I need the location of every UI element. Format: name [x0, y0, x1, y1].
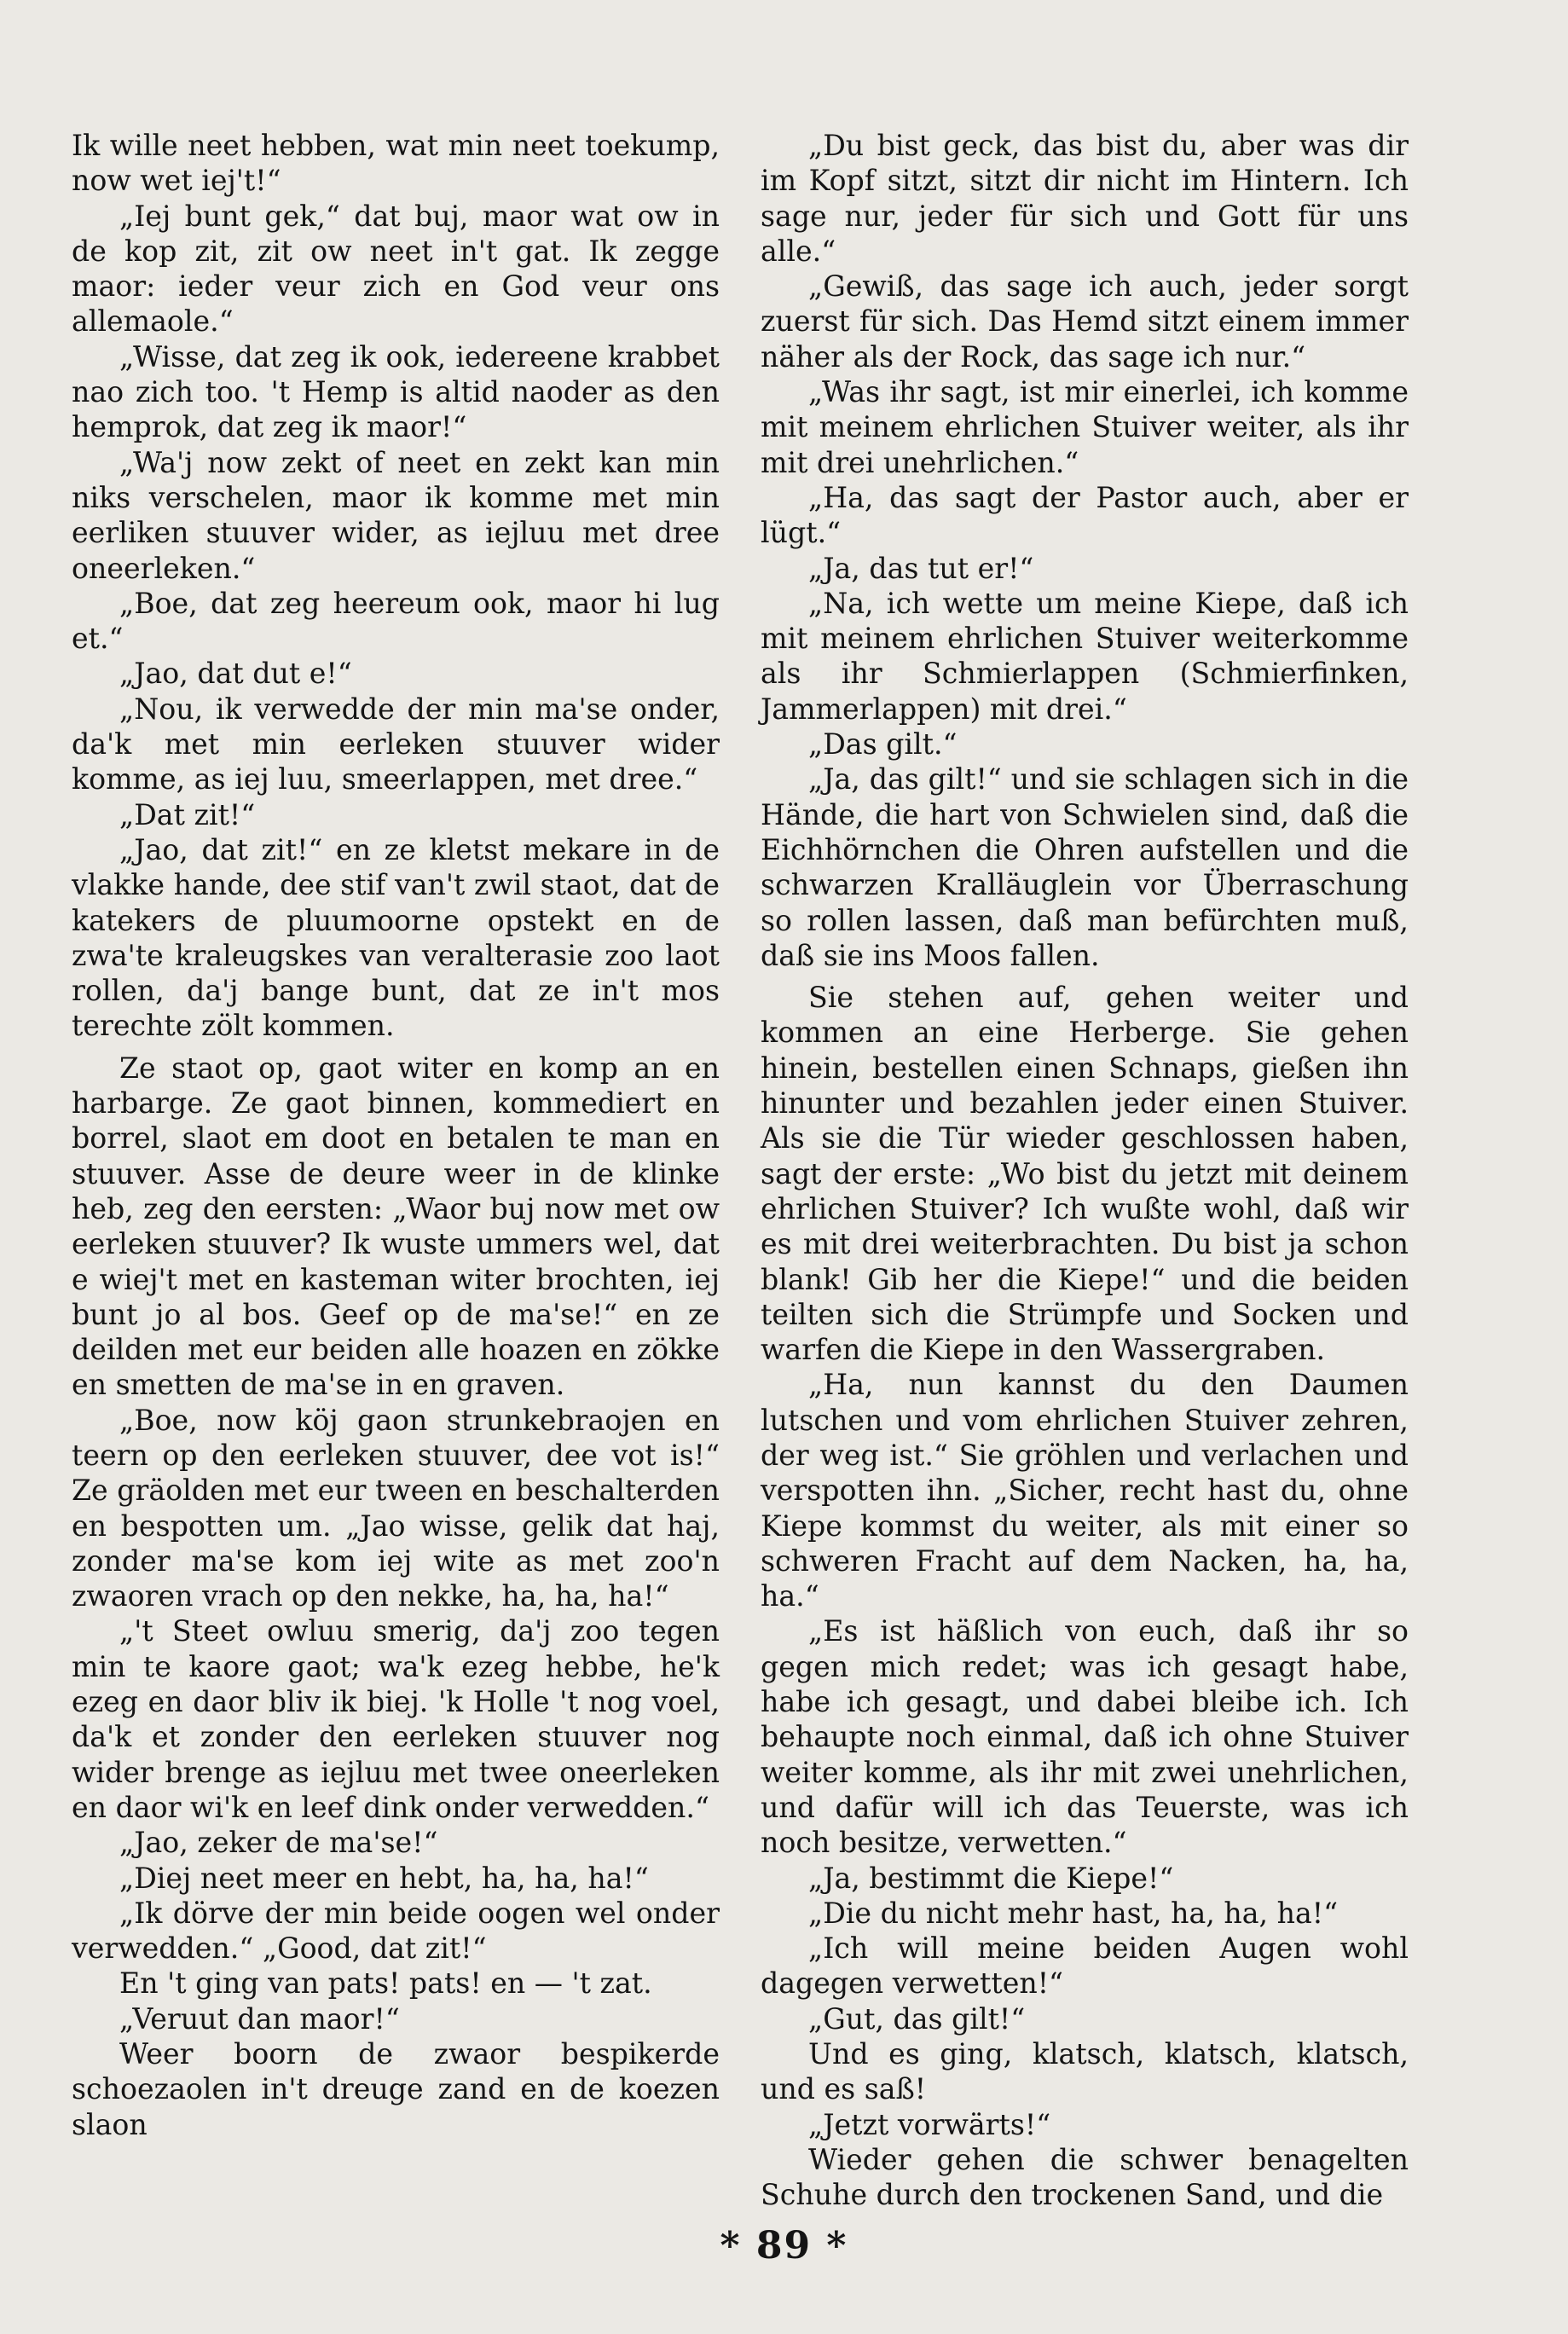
paragraph: „Das gilt.“	[808, 727, 958, 762]
paragraph: „Gewiß, das sage ich auch, jeder sorgt zuerst für sich. Das Hemd sitzt einem immer näher als der Rock, das sage ich nur.“	[761, 269, 1409, 374]
paragraph: „Veruut dan maor!“	[119, 2001, 400, 2036]
paragraph: „Ik dörve der min beide oogen wel onder verwedden.“ „Good, dat zit!“	[72, 1896, 720, 1966]
paragraph: „Was ihr sagt, ist mir einerlei, ich komme mit meinem ehrlichen Stuiver weiter, als ihr mit drei unehrlichen.“	[761, 375, 1409, 479]
paragraph: „Jao, zeker de ma'se!“	[119, 1826, 438, 1860]
paragraph: „Boe, now köj gaon strunkebraojen en teern op den eerleken stuuver, dee vot is!“ Ze gräolden met eur tween en beschalterden en bespotten um. „Jao wisse, gelik dat haj, zonder ma'se kom iej wite as met zoo'n zwaoren vrach op den nekke, ha, ha, ha!“	[72, 1403, 720, 1613]
paragraph: Weer boorn de zwaor bespikerde schoezaolen in't dreuge zand en de koezen slaon	[72, 2037, 720, 2141]
paragraph: „Ha, nun kannst du den Daumen lutschen und vom ehrlichen Stuiver zehren, der weg ist.“ Sie gröhlen und verlachen und verspotten ihn. „Sicher, recht hast du, ohne Kiepe kommst du weiter, als mit einer so schweren Fracht auf dem Nacken, ha, ha, ha.“	[761, 1368, 1409, 1613]
paragraph: Ze staot op, gaot witer en komp an en harbarge. Ze gaot binnen, kommediert en borrel, slaot em doot en betalen te man en stuuver. Asse de deure weer in de klinke heb, zeg den eersten: „Waor buj now met ow eerleken stuuver? Ik wuste ummers wel, dat e wiej't met en kasteman witer brochten, iej bunt jo al bos. Geef op de ma'se!“ en ze deilden met eur beiden alle hoazen en zökke en smetten de ma'se in en graven.	[72, 1051, 720, 1402]
paragraph: „Jao, dat zit!“ en ze kletst mekare in de vlakke hande, dee stif van't zwil staot, dat de katekers de pluumoorne opstekt en de zwa'te kraleugskes van veralterasie zoo laot rollen, da'j bange bunt, dat ze in't mos terechte zölt kommen.	[72, 832, 720, 1043]
paragraph: „Jetzt vorwärts!“	[808, 2107, 1051, 2141]
paragraph: Ik wille neet hebben, wat min neet toekump, now wet iej't!“	[72, 129, 720, 198]
paragraph: „Iej bunt gek,“ dat buj, maor wat ow in de kop zit, zit ow neet in't gat. Ik zegge maor: ieder veur zich en God veur ons allemaole.“	[72, 199, 720, 339]
paragraph: „Ha, das sagt der Pastor auch, aber er lügt.“	[761, 480, 1409, 550]
paragraph: „Du bist geck, das bist du, aber was dir im Kopf sitzt, sitzt dir nicht im Hintern. Ich sage nur, jeder für sich und Gott für uns alle.“	[761, 129, 1409, 268]
paragraph: „Ich will meine beiden Augen wohl dagegen verwetten!“	[761, 1931, 1409, 2001]
paragraph: „Ja, das tut er!“	[808, 551, 1034, 585]
paragraph: Wieder gehen die schwer benagelten Schuhe durch den trockenen Sand, und die	[761, 2142, 1409, 2212]
right-column-german-text	[761, 128, 1409, 2213]
paragraph: „Ja, das gilt!“ und sie schlagen sich in die Hände, die hart von Schwielen sind, daß die Eichhörnchen die Ohren aufstellen und die schwarzen Kralläuglein vor Überraschung so rollen lassen, daß man befürchten muß, daß sie ins Moos fallen.	[761, 762, 1409, 972]
paragraph: „Wa'j now zekt of neet en zekt kan min niks verschelen, maor ik komme met min eerliken stuuver wider, as iejluu met dree oneerleken.“	[72, 445, 720, 585]
paragraph: „Nou, ik verwedde der min ma'se onder, da'k met min eerleken stuuver wider komme, as iej luu, smeerlappen, met dree.“	[72, 692, 720, 796]
paragraph: „Ja, bestimmt die Kiepe!“	[808, 1861, 1174, 1895]
paragraph: En 't ging van pats! pats! en — 't zat.	[119, 1966, 652, 2001]
paragraph: „'t Steet owluu smerig, da'j zoo tegen min te kaore gaot; wa'k ezeg hebbe, he'k ezeg en daor bliv ik biej. 'k Holle 't nog voel, da'k et zonder den eerleken stuuver nog wider brenge as iejluu met twee oneerleken en daor wi'k en leef dink onder verwedden.“	[72, 1614, 720, 1824]
paragraph: „Es ist häßlich von euch, daß ihr so gegen mich redet; was ich gesagt habe, habe ich gesagt, und dabei bleibe ich. Ich behaupte noch einmal, daß ich ohne Stuiver weiter komme, als ihr mit zwei unehrlichen, und dafür will ich das Teuerste, was ich noch besitze, verwetten.“	[761, 1614, 1409, 1860]
left-column-dutch-text	[72, 128, 720, 2142]
paragraph: „Gut, das gilt!“	[808, 2001, 1026, 2036]
paragraph: „Die du nicht mehr hast, ha, ha, ha!“	[808, 1896, 1339, 1930]
paragraph: „Boe, dat zeg heereum ook, maor hi lug et.“	[72, 586, 720, 656]
paragraph: „Na, ich wette um meine Kiepe, daß ich mit meinem ehrlichen Stuiver weiterkomme als ihr Schmierlappen (Schmierfinken, Jammerlappen) mit drei.“	[761, 586, 1409, 726]
paragraph: Sie stehen auf, gehen weiter und kommen an eine Herberge. Sie gehen hinein, bestellen einen Schnaps, gießen ihn hinunter und bezahlen jeder einen Stuiver. Als sie die Tür wieder geschlossen haben, sagt der erste: „Wo bist du jetzt mit deinem ehrlichen Stuiver? Ich wußte wohl, daß wir es mit drei weiterbrachten. Du bist ja schon blank! Gib her die Kiepe!“ und die beiden teilten sich die Strümpfe und Socken und warfen die Kiepe in den Wassergraben.	[761, 981, 1409, 1367]
page-number: * 89 *	[720, 2224, 848, 2267]
paragraph: „Diej neet meer en hebt, ha, ha, ha!“	[119, 1861, 649, 1895]
paragraph: Und es ging, klatsch, klatsch, klatsch, und es saß!	[761, 2037, 1409, 2106]
paragraph: „Dat zit!“	[119, 797, 256, 831]
paragraph: „Jao, dat dut e!“	[119, 657, 352, 691]
paragraph: „Wisse, dat zeg ik ook, iedereene krabbet nao zich too. 't Hemp is altid naoder as den hemprok, dat zeg ik maor!“	[72, 339, 720, 444]
